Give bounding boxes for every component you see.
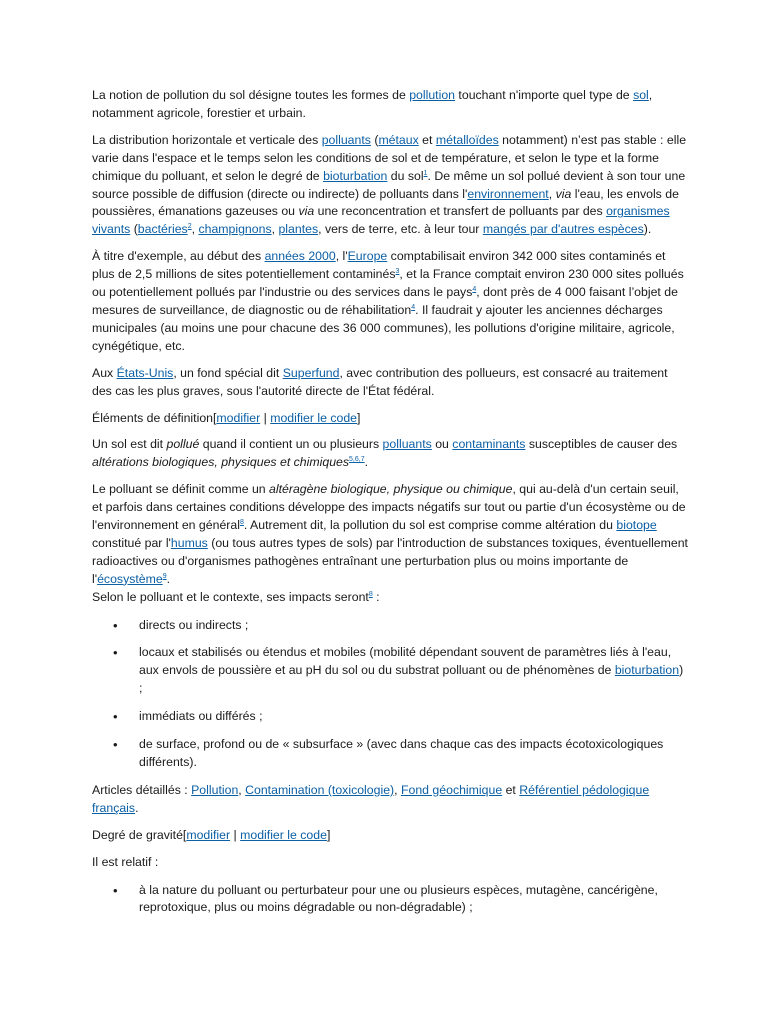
text: susceptibles de causer des [525,437,678,452]
list-item [92,736,688,772]
link-annees-2000[interactable]: années 2000 [264,249,336,264]
article-body [92,87,688,927]
footnote-link[interactable]: 8 [368,590,373,598]
paragraph-detailed-articles [92,782,688,818]
footnote-link[interactable]: 1 [423,169,428,177]
list-item-text: de surface, profond ou de « subsurface » (avec dans chaque cas des impacts écotoxicologiques différents). [139,737,664,769]
text: notamment) n’est pas stable : elle varie dans l'espace et le temps selon les conditions de sol et de température, et selon le type et la forme chimique du polluant, et selon le degré de [92,132,687,183]
text: : [372,589,380,604]
footnote-ref[interactable] [349,456,365,463]
emphasis: altérations biologiques, physiques et chimiques [92,455,350,470]
text: comptabilisait environ 342 000 sites contaminés et plus de 2,5 millions de sites potentiellement contaminés [92,249,666,282]
link-etats-unis[interactable]: États-Unis [116,365,174,380]
text: , et la France comptait environ 230 000 sites pollués ou potentiellement pollués par l'industrie ou des services dans le pays [92,267,684,300]
footnote-link[interactable]: 4 [411,303,416,311]
text: Un sol est dit [92,437,167,452]
paragraph-impacts-intro [92,589,688,607]
text: , [271,222,279,237]
text: . [135,800,139,815]
footnote-link[interactable]: 9 [162,572,167,580]
list-item-text: ) ; [139,663,684,696]
list-item-text: locaux et stabilisés ou étendus et mobiles (mobilité dépendant souvent de paramètres liés à l'eau, aux envols de poussière et au pH du sol ou du substrat polluant ou de phénomènes de [139,645,672,678]
text: . De même un sol pollué devient à son tour une source possible de diffusion (directe ou indirecte) de polluants dans l' [92,168,686,201]
list-item-text: immédiats ou différés ; [139,709,263,724]
text: constitué par l' [92,535,171,550]
text: La notion de pollution du sol désigne toutes les formes de [92,88,410,102]
text: , [548,186,556,201]
paragraph-sol-pollue [92,436,688,472]
link-humus[interactable]: humus [170,535,208,550]
text: Le polluant se définit comme un [92,482,270,497]
emphasis: via [298,204,315,219]
link-polluants[interactable]: polluants [321,132,371,147]
text: Selon le polluant et le contexte, ses impacts seront [92,589,369,604]
paragraph-relatif [92,854,688,872]
edit-link[interactable]: modifier [186,827,231,842]
paragraph-polluant-definition [92,481,688,588]
link-champignons[interactable]: champignons [198,222,272,237]
paragraph-example [92,248,688,355]
link-pollution[interactable]: Pollution [191,782,239,797]
edit-code-link[interactable]: modifier le code [270,410,358,425]
text: ] [357,410,361,425]
text: . [364,455,369,470]
text: . Autrement dit, la pollution du sol est comprise comme altération du [243,518,617,533]
text: . [166,571,171,586]
link-sol[interactable]: sol [633,88,649,102]
text: [ [182,827,187,842]
link-referentiel-pedologique[interactable]: Référentiel pédologique français [92,782,650,815]
section-heading-definition [92,410,688,428]
emphasis: via [555,186,572,201]
link-bacteries[interactable]: bactéries [137,222,188,237]
text: Articles détaillés : [92,782,192,797]
text: du sol [387,168,424,183]
edit-code-link[interactable]: modifier le code [240,827,327,842]
link-polluants[interactable]: polluants [382,437,432,452]
impacts-list [92,617,688,772]
text: , avec contribution des pollueurs, est consacré au traitement des cas les plus graves, sous l'autorité directe de l'État fédéral. [92,365,668,398]
text: . Il faudrait y ajouter les anciennes décharges municipales (au moins une pour chacune des 36 000 communes), les pollutions d'origine militaire, agricole, cynégétique, etc. [92,302,675,353]
text: l'eau, les envols de poussières, émanations gazeuses ou [92,186,679,219]
text: [ [213,410,217,425]
link-contamination-toxicologie[interactable]: Contamination (toxicologie) [245,782,395,797]
heading-title: Degré de gravité [92,827,183,842]
link-pollution[interactable]: pollution [409,88,456,102]
heading-title: Éléments de définition [92,410,213,425]
link-bioturbation[interactable]: bioturbation [614,663,680,678]
text: , [238,782,246,797]
text: touchant n'importe quel type de [455,88,634,102]
link-metalloides[interactable]: métalloïdes [435,132,499,147]
emphasis: pollué [166,437,200,452]
paragraph-usa [92,365,688,401]
list-item [92,644,688,698]
text: ] [326,827,331,842]
footnote-link[interactable]: 8 [239,518,244,526]
text: , [394,782,401,797]
text: ( [130,222,138,237]
text: ( [370,132,379,147]
link-superfund[interactable]: Superfund [282,365,340,380]
edit-link[interactable]: modifier [216,410,261,425]
text: La distribution horizontale et verticale des [92,132,322,147]
link-organismes-vivants[interactable]: organismes vivants [92,204,670,237]
emphasis: altéragène biologique, physique ou chimique [269,482,513,497]
link-ecosysteme[interactable]: écosystème [97,571,163,586]
text: , dont près de 4 000 faisant l’objet de mesures de surveillance, de diagnostic ou de réhabilitation [92,285,678,317]
text: quand il contient un ou plusieurs [199,437,383,452]
gravity-list [92,882,688,918]
link-europe[interactable]: Europe [347,249,388,264]
text: , l' [335,249,348,264]
text: une reconcentration et transfert de polluants par des [314,204,607,219]
list-item-text: directs ou indirects ; [139,617,249,632]
text: , qui au-delà d'un certain seuil, et parfois dans certaines conditions développe des impacts négatifs sur tout ou partie d'un écosystème ou de l'environnement en général [92,482,686,533]
link-plantes[interactable]: plantes [278,222,319,237]
section-heading-gravite [92,827,688,845]
text: , un fond spécial dit [173,365,283,380]
footnote-link[interactable]: 5,6,7 [349,456,365,464]
link-manges-par-autres-especes[interactable]: mangés par d'autres espèces [482,222,644,237]
text: ou [431,437,453,452]
link-environnement[interactable]: environnement [467,186,549,201]
text: et [502,782,520,797]
list-item [92,617,688,635]
footnote-link[interactable]: 2 [187,223,192,231]
text: À titre d'exemple, au début des [92,249,265,264]
footnote-link[interactable]: 4 [472,285,477,293]
text: Il est relatif : [92,854,159,869]
link-biotope[interactable]: biotope [616,518,657,533]
list-item [92,708,688,726]
text: ). [643,222,652,237]
text: | [230,827,241,842]
text: et [418,132,436,147]
text: (ou tous autres types de sols) par l'introduction de substances toxiques, éventuellement radioactives ou d'organismes pathogènes entraînant une perturbation plus ou moins importante de l' [92,535,688,586]
link-metaux[interactable]: métaux [378,132,419,147]
link-bioturbation[interactable]: bioturbation [323,168,388,183]
paragraph-distribution [92,132,688,239]
text: | [260,410,271,425]
text: , notamment agricole, forestier et urbain. [92,88,653,120]
footnote-link[interactable]: 3 [395,268,400,276]
text: Aux [92,365,117,380]
text: , vers de terre, etc. à leur tour [318,222,483,237]
link-contaminants[interactable]: contaminants [452,437,526,452]
list-item [92,882,688,918]
list-item-text: à la nature du polluant ou perturbateur pour une ou plusieurs espèces, mutagène, cancérigène, reprotoxique, plus ou moins dégradable ou non-dégradable) ; [139,882,658,915]
link-fond-geochimique[interactable]: Fond géochimique [400,782,503,797]
text: , [191,222,199,237]
paragraph-intro [92,87,688,123]
